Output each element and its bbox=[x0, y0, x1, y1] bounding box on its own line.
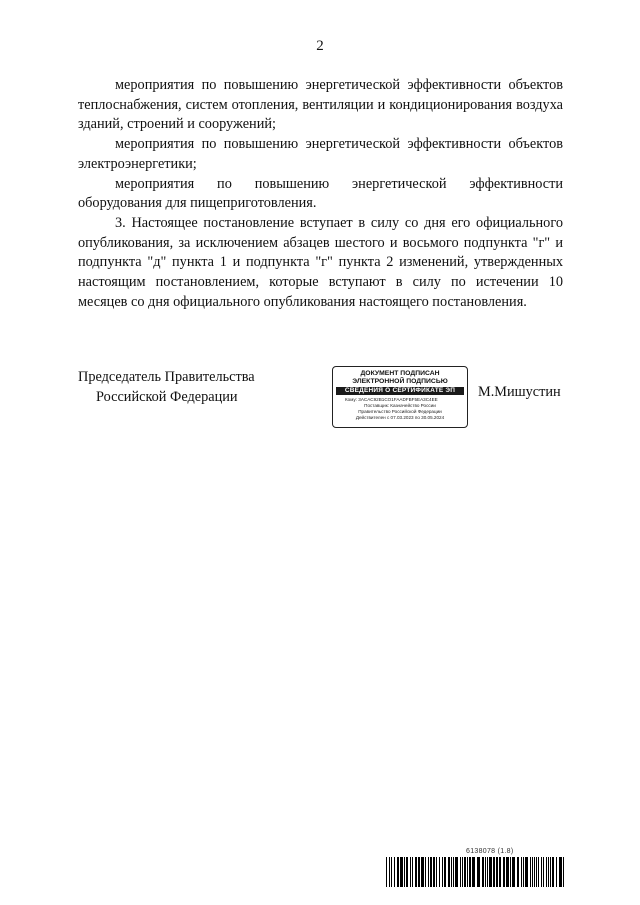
stamp-line: ЭЛЕКТРОННОЙ ПОДПИСЬЮ bbox=[352, 378, 448, 385]
paragraph: мероприятия по повышению энергетической эффективности объектов электроэнергетики; bbox=[78, 136, 563, 172]
paragraph: мероприятия по повышению энергетической эффективности объектов теплоснабжения, систем отопления, вентиляции и кондиционирования воздуха зданий, строений и сооружений; bbox=[78, 77, 563, 133]
document-body bbox=[78, 76, 563, 312]
stamp-owner: Правительство Российской Федерации bbox=[358, 409, 442, 414]
paragraph: 3. Настоящее постановление вступает в силу со дня его официального опубликования, за исключением абзацев шестого и восьмого подпункта "г" и подпункта "д" пункта 1 и подпункта "г" пункта 2 изменений, утвержденных настоящим постановлением, которые вступают в силу по истечении 10 месяцев со дня официального опубликования настоящего постановления. bbox=[78, 214, 563, 310]
stamp-line: ДОКУМЕНТ ПОДПИСАН bbox=[360, 370, 440, 377]
stamp-certificate: Кому: 3ACAC92B1CO1FAADFBF5EA3C4EE bbox=[345, 397, 438, 402]
signatory-name: М.Мишустин bbox=[478, 384, 561, 400]
stamp-issuer: Поставщик: Казначейство России bbox=[364, 403, 436, 408]
electronic-signature-stamp bbox=[332, 366, 468, 428]
document-code: 6138078 (1.8) bbox=[466, 848, 514, 855]
page-number: 2 bbox=[316, 38, 324, 54]
signatory-title-line: Российской Федерации bbox=[96, 388, 238, 405]
stamp-validity: Действителен с 07.03.2023 по 30.05.2024 bbox=[355, 415, 445, 420]
paragraph: мероприятия по повышению энергетической эффективности оборудования для пищеприготовления. bbox=[78, 175, 563, 212]
stamp-header: СВЕДЕНИЯ О СЕРТИФИКАТЕ ЭП bbox=[336, 387, 464, 395]
signatory-title bbox=[78, 368, 255, 407]
signatory-title-line: Председатель Правительства bbox=[78, 369, 255, 385]
barcode bbox=[386, 857, 564, 887]
signature-block bbox=[0, 368, 640, 438]
